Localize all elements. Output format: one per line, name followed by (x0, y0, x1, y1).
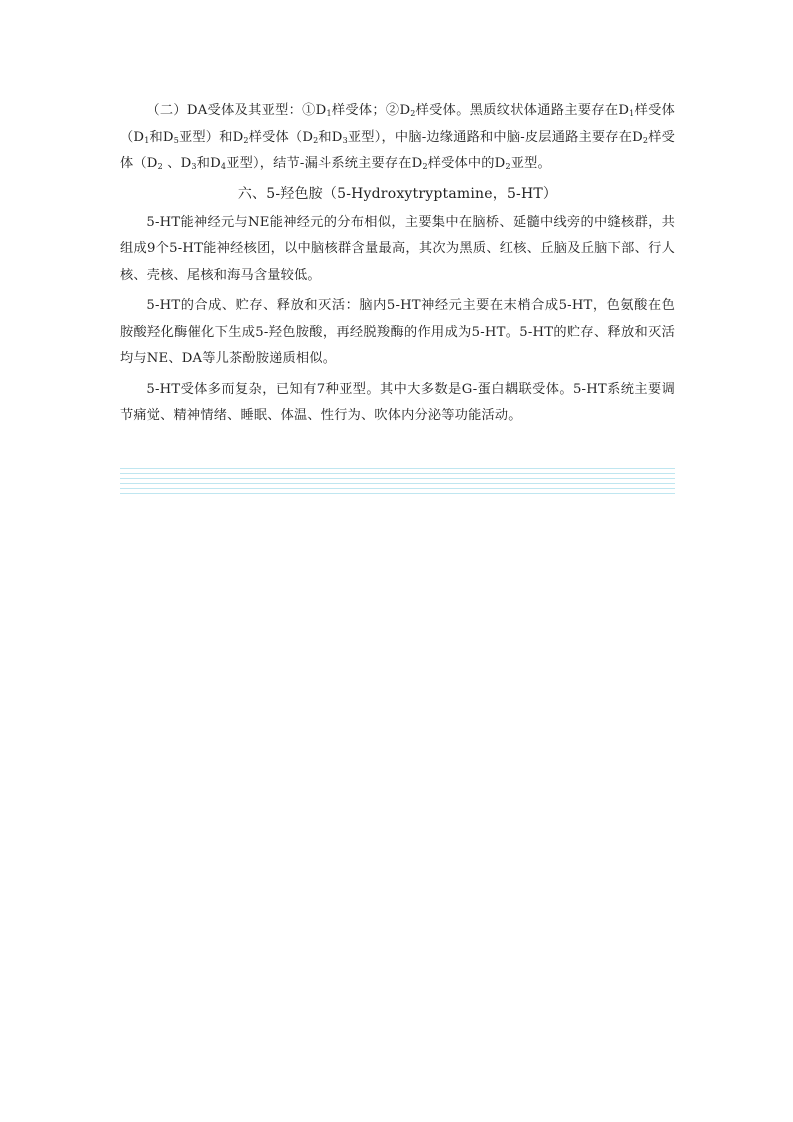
document-body (120, 98, 675, 430)
text-run: 样受体（D (120, 103, 675, 145)
text-run: 样受体；②D (331, 103, 411, 118)
divider (120, 473, 675, 474)
subscript: 2 (157, 162, 163, 171)
text-run: 样受体（D (120, 129, 675, 171)
subscript: 3 (191, 162, 197, 171)
text-run: 和D (196, 156, 221, 171)
decorative-rules (120, 468, 675, 500)
text-run: 亚型），中脑-边缘通路和中脑-皮层通路主要存在D (347, 129, 643, 145)
subscript: 1 (629, 109, 635, 118)
text-run: 、D (162, 156, 192, 171)
text-run: 和D (318, 129, 343, 145)
paragraph-da-receptors (120, 98, 675, 178)
text-run: 和D (149, 129, 174, 145)
subscript: 2 (642, 135, 649, 145)
subscript: 1 (326, 109, 332, 118)
subscript: 5 (173, 135, 179, 145)
subscript: 2 (422, 162, 428, 171)
subscript: 3 (342, 135, 348, 145)
text-run: 样受体中的D (427, 156, 506, 171)
text-run: 样受体（D (248, 129, 314, 145)
text-run: 样受体。黑质纹状体通路主要存在D (415, 103, 630, 118)
divider (120, 493, 675, 494)
subscript: 4 (220, 162, 227, 171)
subscript: 2 (313, 135, 319, 145)
subscript: 1 (144, 135, 150, 145)
text-run: （二）DA受体及其亚型：①D (146, 103, 327, 118)
divider (120, 488, 675, 489)
subscript: 2 (505, 162, 511, 171)
paragraph-5ht-distribution: 5-HT能神经元与NE能神经元的分布相似，主要集中在脑桥、延髓中线旁的中缝核群，共组成9个5-HT能神经核团，以中脑核群含量最高，其次为黑质、红核、丘脑及丘脑下部、行人核、壳核、尾核和海马含量较低。 (120, 214, 675, 283)
paragraph-5ht-synthesis: 5-HT的合成、贮存、释放和灭活：脑内5-HT神经元主要在末梢合成5-HT，色氨酸在色胺酸羟化酶催化下生成5-羟色胺酸，再经脱羧酶的作用成为5-HT。5-HT的贮存、释放和灭活均与NE、DA等儿茶酚胺递质相似。 (120, 298, 675, 366)
divider (120, 468, 675, 469)
divider (120, 483, 675, 484)
subscript: 2 (243, 135, 249, 145)
text-run: 亚型）和D (178, 129, 244, 145)
subscript: 2 (410, 109, 416, 118)
text-run: 亚型），结节-漏斗系统主要存在D (226, 156, 423, 171)
text-run: 亚型。 (510, 156, 551, 171)
paragraph-5ht-receptors: 5-HT受体多而复杂，已知有7种亚型。其中大多数是G-蛋白耦联受体。5-HT系统主要调节痛觉、精神情绪、睡眠、体温、性行为、吹体内分泌等功能活动。 (120, 381, 675, 423)
divider (120, 478, 675, 479)
section-heading: 六、5-羟色胺（5-Hydroxytryptamine，5-HT） (237, 185, 558, 202)
